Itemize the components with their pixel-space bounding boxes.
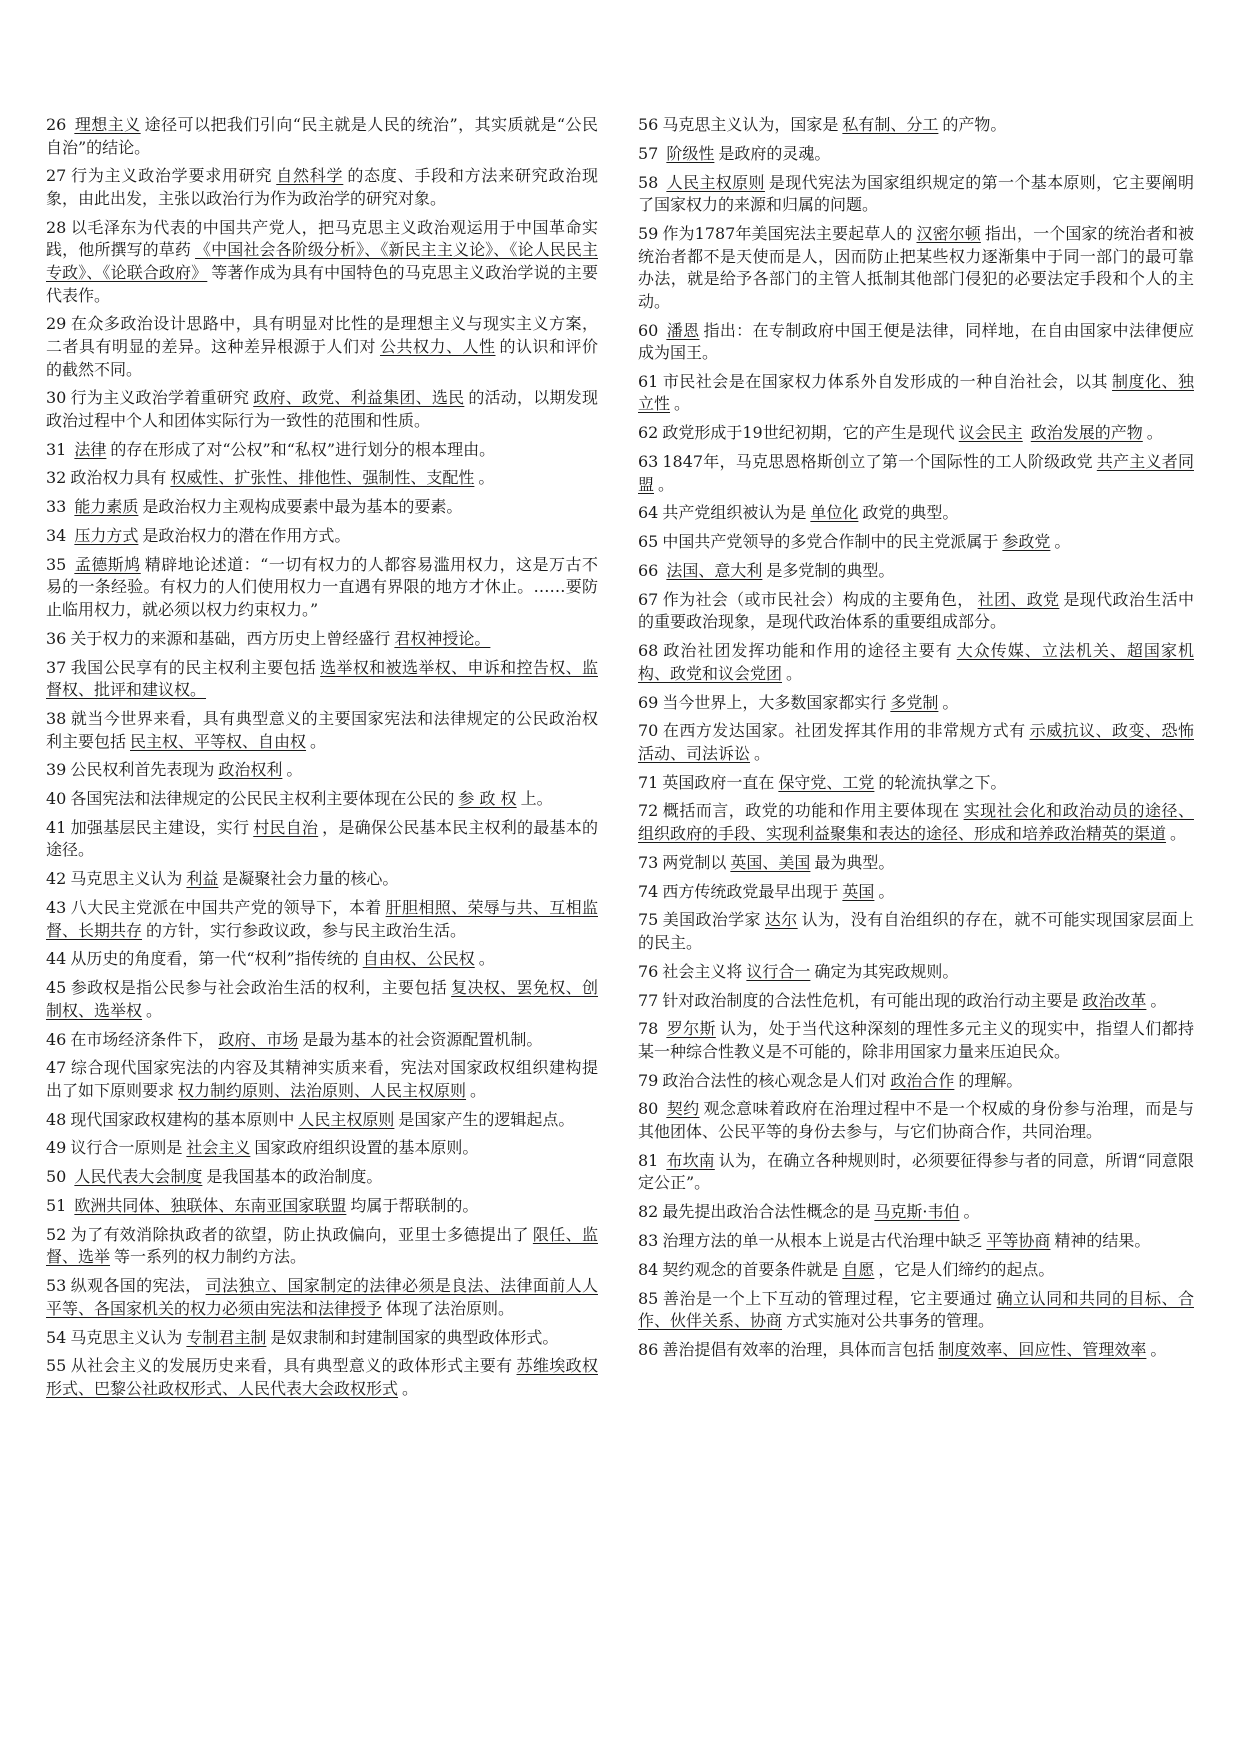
question-text: 的产物。	[942, 115, 1007, 134]
question-item	[638, 640, 1194, 685]
answer-blank: 社团、政党	[977, 589, 1060, 609]
question-item	[638, 1098, 1194, 1143]
answer-blank: 能力素质	[74, 497, 139, 517]
answer-blank: 复决权、罢免权、创制权、选举权	[46, 978, 598, 1020]
question-number: 81	[638, 1150, 659, 1170]
question-item	[46, 708, 598, 753]
question-number: 75	[638, 910, 659, 930]
question-item	[46, 1355, 598, 1400]
question-item	[638, 114, 1194, 137]
answer-blank: 阶级性	[666, 143, 715, 163]
question-number: 46	[46, 1029, 67, 1049]
answer-blank: 制度化、独立性	[638, 371, 1194, 414]
question-text: 中国共产党领导的多党合作制中的民主党派属于	[662, 532, 999, 552]
answer-blank: 压力方式	[74, 526, 139, 545]
question-text: 就当今世界来看，具有典型意义的主要国家宪法和法律规定的公民政治权利主要包括	[46, 708, 598, 751]
answer-blank: 平等协商	[986, 1231, 1051, 1250]
question-item	[46, 1166, 598, 1189]
question-text: 善治提倡有效率的治理，具体而言包括	[662, 1339, 935, 1359]
question-text: 政治社团发挥功能和作用的途径主要有	[662, 641, 953, 661]
question-number: 42	[46, 869, 67, 889]
question-item	[638, 990, 1194, 1013]
question-text: 市民社会是在国家权力体系外自发形成的一种自治社会，以其	[662, 371, 1109, 391]
question-number: 35	[46, 554, 67, 574]
question-text: 政治合法性的核心观念是人们对	[662, 1070, 887, 1090]
question-item	[638, 502, 1194, 525]
answer-blank: 人民主权原则	[666, 172, 765, 192]
question-number: 68	[638, 641, 659, 661]
question-text: 从历史的角度看，第一代“权利”指传统的	[70, 949, 359, 969]
question-text: 上。	[520, 789, 553, 809]
answer-blank: 私有制、分工	[842, 115, 939, 134]
question-text: 八大民主党派在中国共产党的领导下，本着	[70, 898, 382, 917]
answer-blank: 肝胆相照、荣辱与共、互相监督、长期共存	[46, 898, 598, 940]
question-text: 。	[1146, 423, 1163, 443]
question-item	[46, 817, 598, 862]
answer-blank: 参政党	[1002, 532, 1051, 552]
question-text: 方式实施对公共事务的管理。	[786, 1311, 995, 1331]
answer-blank: 实现社会化和政治动员的途径、组织政府的手段、实现利益聚集和表达的途径、形成和培养政治精英的渠道	[638, 801, 1194, 844]
answer-blank: 法律	[74, 439, 107, 459]
question-text: 公民权利首先表现为	[70, 760, 215, 780]
question-text: 政党形成于19世纪初期，它的产生是现代	[662, 423, 955, 443]
question-text: 等一系列的权力制约方法。	[114, 1247, 307, 1267]
answer-blank: 布坎南	[666, 1150, 715, 1170]
question-item	[46, 217, 598, 307]
answer-blank: 共产主义者同盟	[638, 452, 1194, 494]
question-text: 认为，处于当代这种深刻的理性多元主义的现实中，指望人们都持某一种综合性教义是不可能的，除非用国家力量来压迫民众。	[638, 1019, 1194, 1061]
question-number: 26	[46, 115, 67, 134]
question-item	[638, 172, 1194, 217]
question-text: 是我国基本的政治制度。	[206, 1167, 383, 1187]
question-number: 45	[46, 978, 67, 998]
question-number: 31	[46, 439, 67, 459]
question-text: 综合现代国家宪法的内容及其精神实质来看，宪法对国家政权组织建构提出了如下原则要求	[46, 1058, 598, 1100]
question-text: 纵观各国的宪法，	[70, 1276, 202, 1296]
question-item	[46, 496, 598, 519]
question-item	[638, 1288, 1194, 1333]
question-number: 48	[46, 1109, 67, 1129]
answer-blank: 汉密尔顿	[916, 223, 981, 243]
question-number: 65	[638, 532, 659, 552]
question-text: 均属于帮联制的。	[350, 1196, 479, 1216]
question-text: 。	[402, 1378, 419, 1398]
question-number: 33	[46, 497, 67, 517]
question-item	[46, 1057, 598, 1102]
question-text: 的活动，以期发现政治过程中个人和团体实际行为一致性的范围和性质。	[46, 388, 598, 430]
answer-blank: 选举权和被选举权、申诉和控告权、监督权、批评和建议权。	[46, 657, 598, 700]
question-item	[46, 1195, 598, 1218]
question-item	[46, 467, 598, 490]
question-text: 作为社会（或市民社会）构成的主要角色，	[662, 589, 974, 609]
question-item	[638, 1230, 1194, 1253]
question-number: 54	[46, 1327, 67, 1347]
question-text: 最为典型。	[814, 852, 895, 872]
question-text: 。	[674, 394, 691, 414]
question-text: 国家政府组织设置的基本原则。	[254, 1138, 479, 1158]
answer-blank: 法国、意大利	[666, 560, 763, 580]
answer-blank: 政治改革	[1082, 990, 1147, 1010]
question-number: 51	[46, 1196, 67, 1216]
answer-blank: 参 政 权	[458, 789, 517, 809]
question-item	[46, 868, 598, 891]
question-text: ，是确保公民基本民主权利的最基本的途径。	[46, 817, 598, 860]
answer-blank: 保守党、工党	[778, 772, 875, 792]
question-item	[638, 560, 1194, 583]
answer-blank: 自愿	[842, 1259, 875, 1279]
answer-blank: 人民主权原则	[298, 1109, 395, 1129]
question-number: 28	[46, 217, 67, 237]
answer-blank: 达尔	[764, 910, 798, 930]
question-number: 72	[638, 801, 659, 821]
answer-blank: 专制君主制	[186, 1327, 267, 1347]
question-text: 以毛泽东为代表的中国共产党人，把马克思主义政治观运用于中国革命实践，他所撰写的草药	[46, 217, 598, 260]
question-number: 78	[638, 1019, 659, 1039]
question-item	[638, 531, 1194, 554]
question-text: 作为1787年美国宪法主要起草人的	[662, 223, 913, 243]
answer-blank: 示威抗议、政变、恐怖活动、司法诉讼	[638, 721, 1194, 763]
question-item	[638, 772, 1194, 795]
question-text: 是奴隶制和封建制国家的典型政体形式。	[270, 1327, 559, 1347]
question-text: 精辟地论述道：“一切有权力的人都容易滥用权力，这是万古不易的一条经验。有权力的人们使用权力一直遇有界限的地方才休止。……要防止临用权力，就必须以权力约束权力。”	[46, 554, 598, 619]
question-text: 是政府的灵魂。	[718, 143, 831, 163]
question-item	[638, 692, 1194, 715]
answer-blank: 利益	[186, 869, 219, 889]
question-number: 73	[638, 852, 659, 872]
question-item	[638, 881, 1194, 904]
answer-blank: 村民自治	[253, 817, 319, 837]
answer-blank: 议会民主	[958, 423, 1023, 443]
answer-blank: 英国、美国	[730, 852, 811, 872]
answer-blank: 政治权利	[218, 760, 283, 780]
question-item	[638, 720, 1194, 765]
question-text: 议行合一原则是	[70, 1138, 183, 1158]
question-text: 最先提出政治合法性概念的是	[662, 1202, 871, 1222]
answer-blank: 限任、监督、选举	[46, 1224, 598, 1267]
answer-blank: 单位化	[810, 503, 859, 523]
question-text: 。	[1150, 1339, 1167, 1359]
answer-blank: 制度效率、回应性、管理效率	[938, 1339, 1147, 1359]
answer-blank: 多党制	[890, 692, 939, 712]
question-number: 38	[46, 708, 67, 728]
question-text: 。	[1170, 824, 1187, 844]
question-text: 观念意味着政府在治理过程中不是一个权威的身份参与治理，而是与其他团体、公民平等的身份去参与，与它们协商合作，共同治理。	[638, 1099, 1194, 1142]
question-text: 体现了法治原则。	[386, 1298, 515, 1318]
question-text: 确定为其宪政规则。	[814, 961, 959, 981]
question-number: 60	[638, 320, 659, 340]
question-item	[46, 387, 598, 432]
answer-blank: 确立认同和共同的目标、合作、伙伴关系、协商	[638, 1288, 1194, 1331]
answer-blank: 英国	[842, 881, 875, 901]
question-text: 参政权是指公民参与社会政治生活的权利，主要包括	[70, 978, 448, 998]
question-text: 我国公民享有的民主权利主要包括	[70, 657, 317, 677]
question-number: 66	[638, 560, 659, 580]
question-text: 在市场经济条件下，	[70, 1029, 215, 1049]
question-number: 36	[46, 628, 67, 648]
question-number: 44	[46, 949, 67, 969]
question-text: 。	[754, 743, 771, 763]
question-number: 50	[46, 1167, 67, 1187]
question-item	[46, 1029, 598, 1052]
question-item	[46, 1224, 598, 1269]
question-text: 加强基层民主建设，实行	[70, 817, 250, 837]
question-item	[638, 852, 1194, 875]
question-item	[638, 451, 1194, 496]
question-text: 当今世界上，大多数国家都实行	[662, 692, 887, 712]
question-number: 49	[46, 1138, 67, 1158]
question-item	[46, 525, 598, 548]
question-text: 。	[1054, 532, 1071, 552]
question-number: 69	[638, 692, 659, 712]
question-item	[46, 554, 598, 622]
question-number: 62	[638, 423, 659, 443]
question-number: 39	[46, 760, 67, 780]
question-number: 85	[638, 1288, 659, 1308]
answer-blank: 欧洲共同体、独联体、东南亚国家联盟	[74, 1196, 347, 1216]
question-number: 32	[46, 468, 67, 488]
question-number: 41	[46, 817, 67, 837]
question-number: 56	[638, 115, 659, 134]
question-text: 马克思主义认为，国家是	[662, 115, 839, 134]
question-item	[638, 143, 1194, 166]
question-text: 针对政治制度的合法性危机，有可能出现的政治行动主要是	[662, 990, 1079, 1010]
question-item	[638, 1339, 1194, 1362]
question-number: 34	[46, 526, 67, 545]
question-number: 58	[638, 172, 659, 192]
question-text: 。	[478, 949, 495, 969]
question-text: 。	[878, 881, 895, 901]
question-item	[46, 439, 598, 462]
answer-blank: 权威性、扩张性、排他性、强制性、支配性	[170, 468, 475, 488]
answer-blank: 政府、市场	[218, 1029, 299, 1049]
question-text: 指出：在专制政府中国王便是法律，同样地，在自由国家中法律便应成为国王。	[638, 320, 1194, 363]
answer-blank: 民主权、平等权、自由权	[130, 731, 307, 751]
question-text: 社会主义将	[662, 961, 743, 981]
question-text: 。	[658, 474, 675, 494]
question-text: 。	[310, 731, 327, 751]
question-text: 马克思主义认为	[70, 869, 183, 889]
question-item	[46, 759, 598, 782]
question-item	[638, 589, 1194, 634]
question-text: 两党制以	[662, 852, 727, 872]
answer-blank: 公共权力、人性	[379, 336, 496, 356]
question-text: 治理方法的单一从根本上说是古代治理中缺乏	[662, 1231, 983, 1250]
question-text: 精神的结果。	[1054, 1231, 1151, 1250]
question-text: 是现代宪法为国家组织规定的第一个基本原则，它主要阐明了国家权力的来源和归属的问题。	[638, 172, 1194, 215]
question-item	[46, 1137, 598, 1160]
question-text: 。	[286, 760, 303, 780]
answer-blank: 人民代表大会制度	[74, 1167, 203, 1187]
question-text: 。	[786, 663, 803, 683]
question-item	[46, 1327, 598, 1350]
question-item	[638, 320, 1194, 365]
question-number: 55	[46, 1356, 67, 1376]
question-number: 52	[46, 1224, 67, 1244]
answer-blank: 政治合作	[890, 1070, 955, 1090]
answer-blank: 政治发展的产物	[1030, 423, 1143, 443]
answer-blank: 权力制约原则、法治原则、人民主权原则	[178, 1080, 467, 1100]
question-text: 行为主义政治学着重研究	[70, 388, 250, 408]
question-number: 47	[46, 1058, 67, 1078]
question-text: 政治权力具有	[70, 468, 167, 488]
question-item	[46, 788, 598, 811]
question-number: 79	[638, 1070, 659, 1090]
question-item	[638, 961, 1194, 984]
answer-blank: 自然科学	[276, 166, 344, 186]
question-text: 在众多政治设计思路中，具有明显对比性的是理想主义与现实主义方案，二者具有明显的差异。这种差异根源于人们对	[46, 314, 598, 356]
question-text: 认为，在确立各种规则时，必须要征得参与者的同意，所谓“同意限定公正”。	[638, 1150, 1194, 1193]
question-number: 43	[46, 898, 67, 917]
question-item	[46, 897, 598, 942]
answer-blank: 君权神授论。	[394, 628, 491, 648]
question-text: 的方针，实行参政议政，参与民主政治生活。	[146, 920, 467, 940]
question-item	[638, 1150, 1194, 1195]
question-text: 。	[942, 692, 959, 712]
question-text: 。	[470, 1080, 487, 1100]
answer-blank: 政府、政党、利益集团、选民	[253, 388, 465, 408]
question-item	[46, 657, 598, 702]
question-text: 是国家产生的逻辑起点。	[398, 1109, 575, 1129]
question-item	[638, 909, 1194, 954]
question-text: 英国政府一直在	[662, 772, 775, 792]
question-text: 1847年，马克思恩格斯创立了第一个国际性的工人阶级政党	[662, 452, 1093, 472]
question-text: 共产党组织被认为是	[662, 503, 807, 523]
question-text: 行为主义政治学要求用研究	[70, 166, 273, 186]
question-item	[46, 977, 598, 1022]
question-number: 59	[638, 223, 659, 243]
question-text: 是现代政治生活中的重要政治现象，是现代政治体系的重要组成部分。	[638, 589, 1194, 632]
question-item	[638, 1201, 1194, 1224]
question-text: 。	[963, 1202, 980, 1222]
question-text: 是政治权力主观构成要素中最为基本的要素。	[142, 497, 463, 517]
answer-blank: 理想主义	[74, 115, 141, 134]
question-text: 在西方发达国家。社团发挥其作用的非常规方式有	[662, 721, 1026, 741]
question-text: 的态度、手段和方法来研究政治现象，由此出发，主张以政治行为作为政治学的研究对象。	[46, 166, 598, 208]
question-text: 。	[1150, 990, 1167, 1010]
question-number: 37	[46, 657, 67, 677]
answer-blank: 自由权、公民权	[362, 949, 475, 969]
question-text: 美国政治学家	[662, 910, 761, 930]
right-column	[638, 114, 1194, 1368]
question-text: 。	[478, 468, 495, 488]
question-item	[46, 114, 598, 159]
question-text: 善治是一个上下互动的管理过程，它主要通过	[662, 1288, 993, 1308]
question-number: 40	[46, 789, 67, 809]
question-number: 64	[638, 503, 659, 523]
question-item	[46, 1109, 598, 1132]
question-item	[46, 948, 598, 971]
answer-blank: 马克斯·韦伯	[874, 1202, 960, 1222]
question-item	[638, 1070, 1194, 1093]
answer-blank: 罗尔斯	[666, 1019, 716, 1039]
left-column	[46, 114, 598, 1407]
question-number: 77	[638, 990, 659, 1010]
question-item	[638, 371, 1194, 416]
answer-blank: 苏维埃政权形式、巴黎公社政权形式、人民代表大会政权形式	[46, 1356, 598, 1398]
question-item	[46, 1275, 598, 1320]
question-number: 63	[638, 452, 659, 472]
question-number: 80	[638, 1099, 659, 1119]
question-number: 74	[638, 881, 659, 901]
question-text: ，它是人们缔约的起点。	[878, 1259, 1055, 1279]
answer-blank: 《中国社会各阶级分析》、《新民主主义论》、《论人民民主专政》、《论联合政府》	[46, 240, 598, 282]
question-number: 70	[638, 721, 659, 741]
question-number: 82	[638, 1202, 659, 1222]
question-number: 57	[638, 143, 659, 163]
answer-blank: 大众传媒、立法机关、超国家机构、政党和议会党团	[638, 641, 1194, 683]
question-item	[46, 313, 598, 381]
question-text: 关于权力的来源和基础，西方历史上曾经盛行	[70, 628, 391, 648]
question-number: 30	[46, 388, 67, 408]
question-text: 途径可以把我们引向“民主就是人民的统治”，其实质就是“公民自治”的结论。	[46, 115, 598, 157]
question-number: 86	[638, 1339, 659, 1359]
question-text: 马克思主义认为	[70, 1327, 183, 1347]
answer-blank: 潘恩	[666, 320, 700, 340]
question-item	[638, 223, 1194, 313]
question-number: 71	[638, 772, 659, 792]
question-text: 为了有效消除执政者的欲望，防止执政偏向，亚里士多德提出了	[70, 1224, 529, 1244]
question-text: 政党的典型。	[862, 503, 959, 523]
question-number: 76	[638, 961, 659, 981]
question-number: 67	[638, 589, 659, 609]
question-number: 83	[638, 1231, 659, 1250]
question-text: 是最为基本的社会资源配置机制。	[302, 1029, 543, 1049]
question-number: 84	[638, 1259, 659, 1279]
question-text: 的认识和评价的截然不同。	[46, 336, 598, 379]
question-text: 是多党制的典型。	[766, 560, 895, 580]
question-item	[638, 1018, 1194, 1063]
question-text: 。	[146, 1000, 163, 1020]
answer-blank: 契约	[666, 1099, 700, 1119]
question-text: 各国宪法和法律规定的公民民主权利主要体现在公民的	[70, 789, 455, 809]
question-number: 61	[638, 371, 659, 391]
question-text: 指出，一个国家的统治者和被统治者都不是天使而是人，因而防止把某些权力逐渐集中于同一部门的最可靠办法，就是给予各部门的主管人抵制其他部门侵犯的必要法定手段和个人的主动。	[638, 223, 1194, 311]
question-item	[638, 1259, 1194, 1282]
question-text: 现代国家政权建构的基本原则中	[70, 1109, 295, 1129]
question-number: 27	[46, 166, 67, 186]
question-item	[46, 165, 598, 210]
question-text: 西方传统政党最早出现于	[662, 881, 839, 901]
question-item	[638, 422, 1194, 445]
question-text: 等著作成为具有中国特色的马克思主义政治学说的主要代表作。	[46, 262, 598, 305]
question-text: 的存在形成了对“公权”和“私权”进行划分的根本理由。	[110, 439, 496, 459]
question-text: 是政治权力的潜在作用方式。	[142, 526, 351, 545]
question-text: 的理解。	[958, 1070, 1023, 1090]
question-number: 29	[46, 314, 67, 334]
question-number: 53	[46, 1276, 67, 1296]
question-text: 契约观念的首要条件就是	[662, 1259, 839, 1279]
answer-blank: 议行合一	[746, 961, 811, 981]
question-text: 从社会主义的发展历史来看，具有典型意义的政体形式主要有	[70, 1356, 513, 1376]
question-text: 认为，没有自治组织的存在，就不可能实现国家层面上的民主。	[638, 910, 1194, 952]
question-text: 概括而言，政党的功能和作用主要体现在	[662, 801, 960, 821]
question-text: 是凝聚社会力量的核心。	[222, 869, 399, 889]
question-item	[46, 628, 598, 651]
answer-blank: 孟德斯鸠	[74, 554, 141, 574]
answer-blank: 社会主义	[186, 1138, 251, 1158]
question-item	[638, 800, 1194, 845]
question-text: 的轮流执掌之下。	[878, 772, 1007, 792]
answer-blank: 司法独立、国家制定的法律必须是良法、法律面前人人平等、各国家机关的权力必须由宪法和法律授予	[46, 1276, 598, 1318]
